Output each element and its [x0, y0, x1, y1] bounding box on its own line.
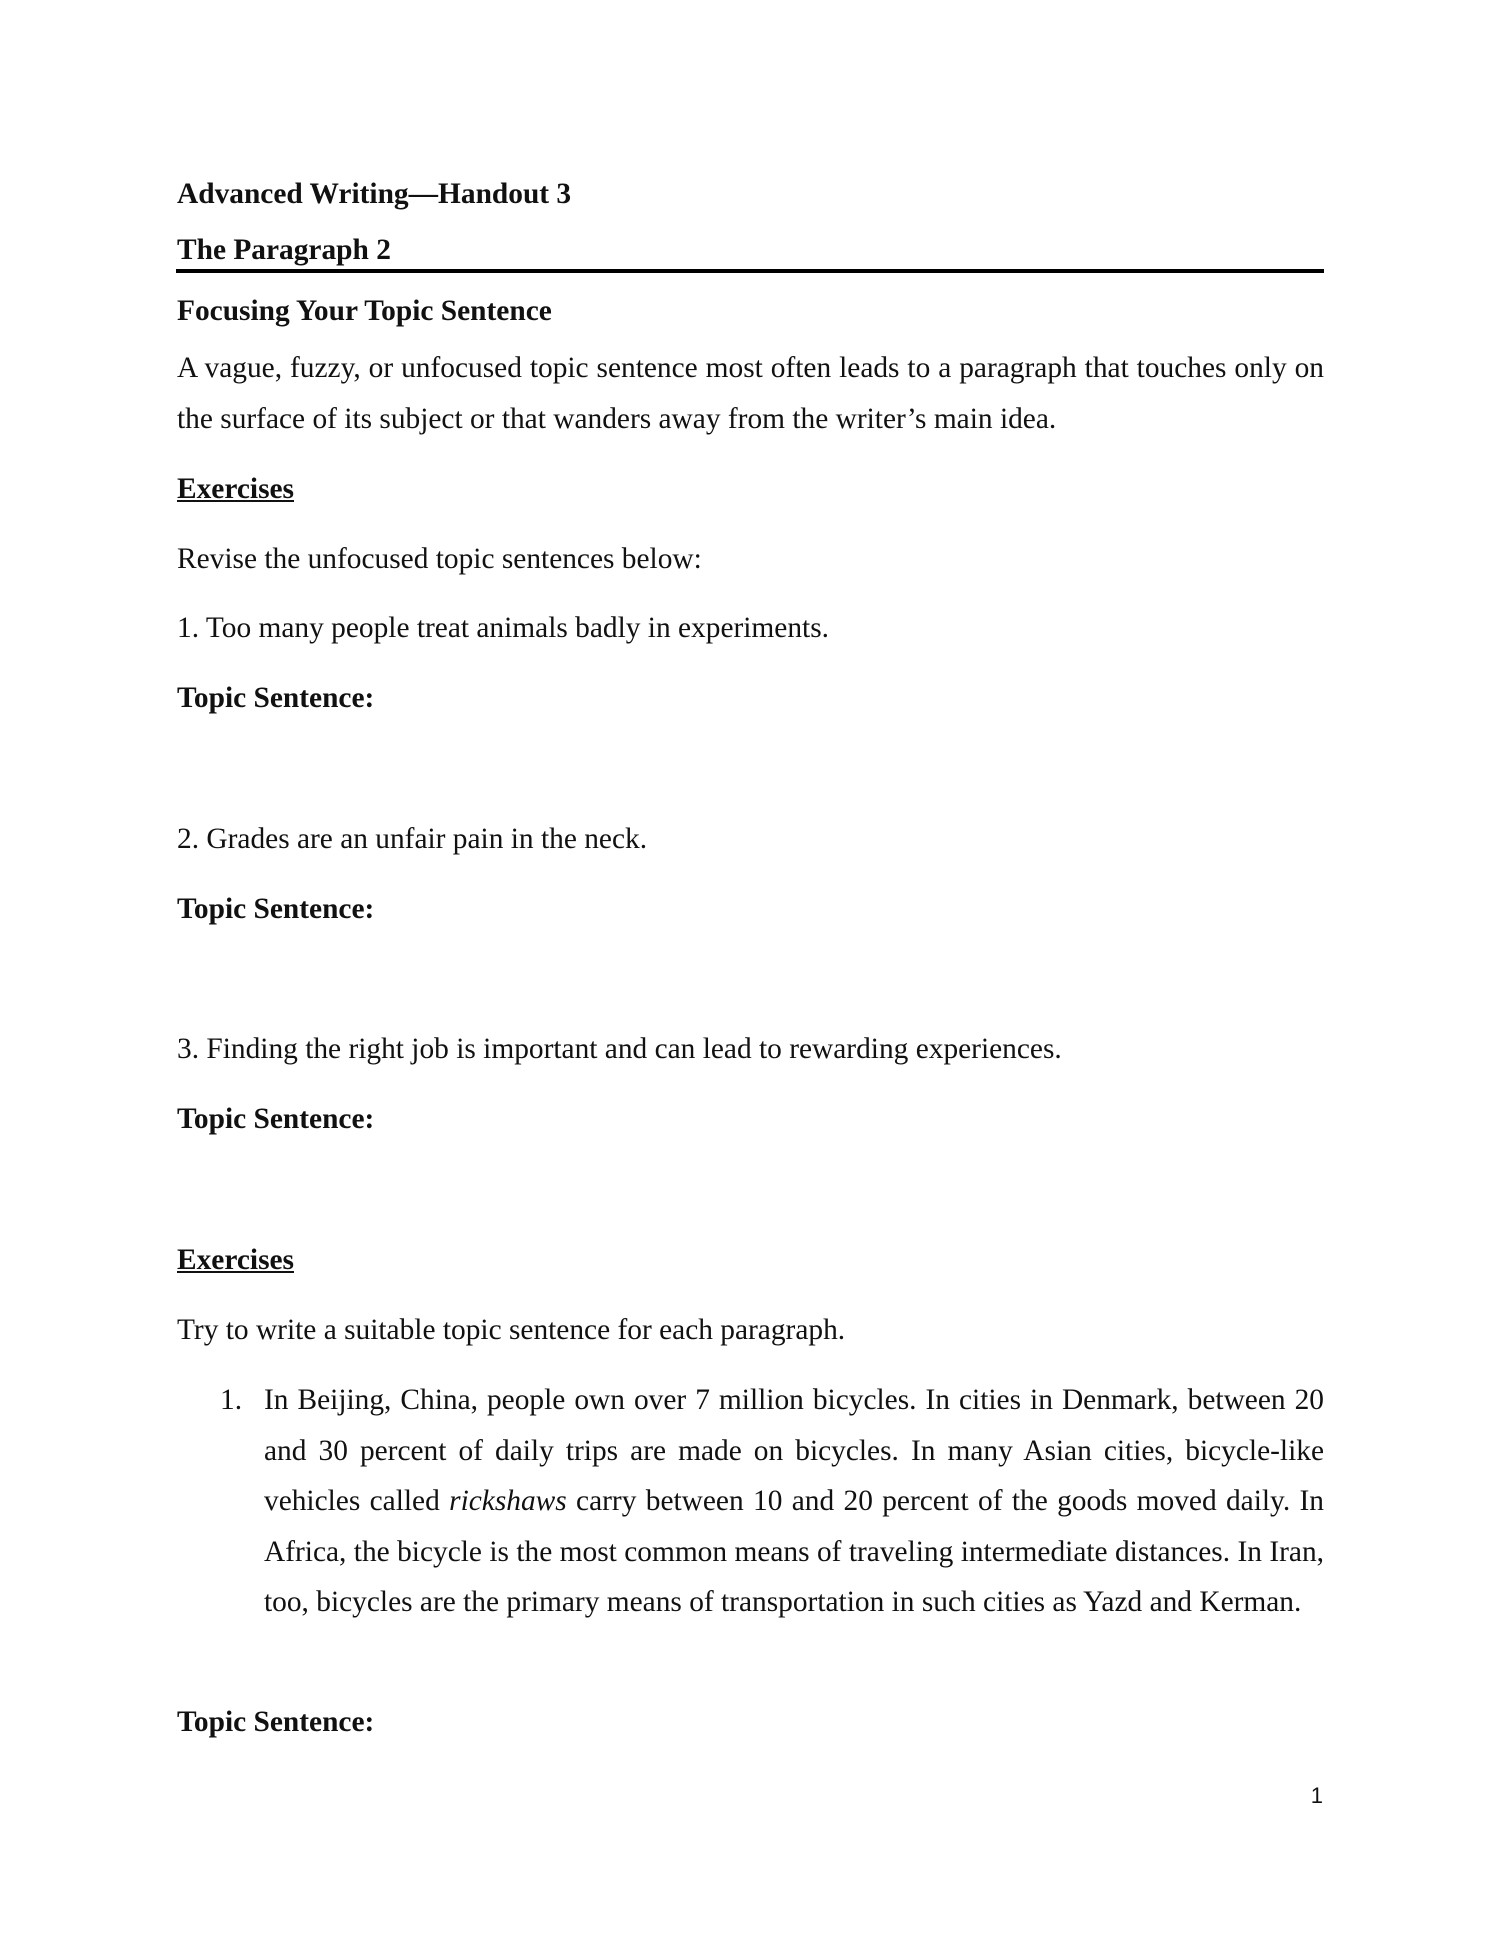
exercises-heading: Exercises [177, 1244, 294, 1276]
paragraph-text: In Beijing, China, people own over 7 million bicycles. In cities in Denmark, between 20 and 30 percent of daily trips are made on bicycles. In many Asian cities, bicycle-like vehicles called [264, 1384, 1324, 1518]
exercise-item: 3. Finding the right job is important and can lead to rewarding experiences. [177, 1033, 1062, 1065]
topic-sentence-label: Topic Sentence: [177, 893, 375, 925]
exercise-instruction: Try to write a suitable topic sentence for each paragraph. [177, 1314, 846, 1346]
header-rule [176, 269, 1324, 273]
paragraph-text: carry between 10 and 20 percent of the goods moved daily. In Africa, the bicycle is the most common means of traveling intermediate distances. In Iran, too, bicycles are the primary means of transportation in such cities as Yazd and Kerman. [264, 1485, 1325, 1619]
exercise-paragraph [264, 1375, 1324, 1628]
list-number: 1. [220, 1384, 243, 1416]
italic-term: rickshaws [449, 1485, 567, 1518]
topic-sentence-label: Topic Sentence: [177, 682, 375, 714]
paragraph-exercise-item [220, 1375, 1324, 1628]
topic-sentence-label: Topic Sentence: [177, 1706, 375, 1738]
section-heading: Focusing Your Topic Sentence [177, 295, 552, 327]
exercise-instruction: Revise the unfocused topic sentences below: [177, 543, 702, 575]
page-number: 1 [1310, 1783, 1323, 1808]
exercise-item: 1. Too many people treat animals badly in experiments. [177, 612, 829, 644]
intro-paragraph: A vague, fuzzy, or unfocused topic sentence most often leads to a paragraph that touches only on the surface of its subject or that wanders away from the writer’s main idea. [177, 352, 1324, 435]
exercises-heading: Exercises [177, 473, 294, 505]
document-subtitle: The Paragraph 2 [177, 234, 391, 266]
exercise-item: 2. Grades are an unfair pain in the neck. [177, 823, 648, 855]
document-title: Advanced Writing—Handout 3 [177, 178, 572, 210]
topic-sentence-label: Topic Sentence: [177, 1103, 375, 1135]
